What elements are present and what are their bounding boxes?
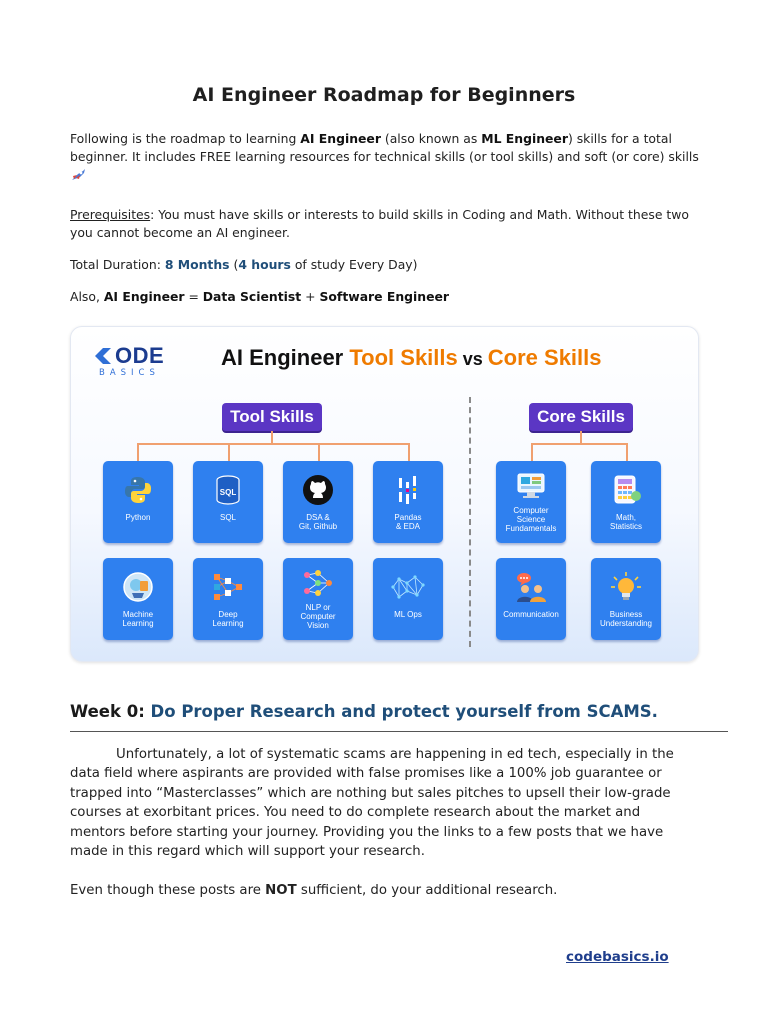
tile-label: Fundamentals (505, 524, 557, 533)
connector (531, 443, 627, 445)
intro-text: (also known as (380, 131, 482, 146)
machine-learning-icon (121, 570, 155, 604)
connector (271, 431, 273, 443)
neural-network-icon (211, 570, 245, 604)
intro-bold-ml-engineer: ML Engineer (481, 131, 568, 146)
week-0-heading (70, 702, 658, 721)
pandas-icon (391, 473, 425, 507)
paren: ( (229, 257, 239, 272)
tile-label: Learning (212, 619, 244, 628)
also-text: Also, (70, 289, 104, 304)
duration-months: 8 Months (164, 257, 230, 272)
skill-tile-cs-fundamentals (496, 461, 566, 543)
codebasics-link[interactable]: codebasics.io (566, 949, 669, 965)
python-icon (121, 473, 155, 507)
tile-label: NLP or (305, 603, 331, 612)
note-bold-not: NOT (265, 883, 297, 898)
tile-label: & EDA (395, 522, 420, 531)
svg-text:SQL: SQL (219, 488, 237, 497)
connector (408, 443, 410, 461)
core-skills-header: Core Skills (529, 403, 633, 431)
tile-label: Computer (300, 612, 336, 621)
title-vs: vs (457, 349, 488, 369)
github-icon (301, 473, 335, 507)
infographic-title (221, 345, 602, 371)
skills-infographic (70, 326, 699, 662)
tile-label: DSA & (306, 513, 330, 522)
skill-tile-mlops (373, 558, 443, 640)
skill-tile-python (103, 461, 173, 543)
colon: : (150, 207, 155, 222)
lightbulb-icon (609, 570, 643, 604)
connector (137, 443, 139, 461)
duration-suffix: of study Every Day) (290, 257, 418, 272)
tile-label: Math, (615, 513, 636, 522)
logo-subtext: BASICS (99, 368, 160, 378)
skill-tile-sql (193, 461, 263, 543)
eq-ai-engineer: AI Engineer (103, 289, 185, 304)
note-text: sufficient, do your additional research. (296, 883, 558, 898)
codebasics-logo (93, 343, 164, 378)
duration-hours: 4 hours (238, 257, 291, 272)
equation-line (70, 288, 700, 306)
intro-text: ) skills for a total (567, 131, 672, 146)
week-title: Do Proper Research and protect yourself from SCAMS. (150, 702, 658, 721)
connector (318, 443, 320, 461)
database-icon (211, 473, 245, 507)
title-core-skills: Core Skills (487, 345, 602, 370)
nlp-network-icon (301, 566, 335, 600)
tile-label: Git, Github (298, 522, 338, 531)
tool-skills-header: Tool Skills (222, 403, 322, 431)
rocket-icon (70, 167, 700, 188)
connector (580, 431, 582, 443)
tile-label: Deep (218, 610, 238, 619)
computer-icon (514, 469, 548, 503)
tile-label: SQL (219, 513, 236, 522)
logo-c-icon (93, 346, 113, 366)
paragraph-line: Unfortunately, a lot of systematic scams are happening in ed tech, especially in the (116, 747, 674, 762)
prerequisites-paragraph (70, 206, 700, 242)
intro-bold-ai-engineer: AI Engineer (300, 131, 381, 146)
skill-tile-communication (496, 558, 566, 640)
skill-tile-machine-learning (103, 558, 173, 640)
paragraph-line: trapped into “Masterclasses” which are nothing but sales pitches to upsell their low-grade (70, 785, 671, 801)
week-0-note (70, 881, 710, 900)
paragraph-line: data field where aspirants are provided with false promises like a 100% job guarantee or (70, 766, 662, 782)
eq-plus: + (301, 289, 320, 304)
eq-software-engineer: Software Engineer (319, 289, 450, 304)
skill-tile-dsa-git (283, 461, 353, 543)
duration-label: Total Duration: (70, 257, 165, 272)
tile-label: Vision (307, 621, 329, 630)
tile-label: ML Ops (394, 610, 422, 619)
prerequisites-text: You must have skills or interests to build skills in Coding and Math. Without these two (154, 207, 689, 222)
paragraph-line: made in this regard which will support your research. (70, 844, 425, 860)
skill-tile-math-stats (591, 461, 661, 543)
tile-label: Statistics (609, 522, 642, 531)
tile-label: Python (125, 513, 151, 522)
skill-tile-deep-learning (193, 558, 263, 640)
skill-tile-pandas (373, 461, 443, 543)
prerequisites-label: Prerequisites (70, 207, 151, 222)
note-text: Even though these posts are (70, 883, 266, 898)
week-label: Week 0: (70, 702, 151, 721)
tile-label: Business (609, 610, 643, 619)
calculator-icon (609, 473, 643, 507)
intro-text: Following is the roadmap to learning (70, 131, 301, 146)
paragraph-line: courses at exorbitant prices. You need to do complete research about the market and (70, 805, 641, 821)
communication-icon (514, 570, 548, 604)
intro-paragraph (70, 130, 700, 188)
skill-tile-business (591, 558, 661, 640)
heading-rule (70, 731, 728, 732)
divider (469, 397, 471, 647)
intro-text-line2: beginner. It includes FREE learning resources for technical skills (or tool skills) and soft (or core) skills (70, 149, 699, 164)
connector (228, 443, 230, 461)
tile-label: Computer (513, 506, 549, 515)
connector (137, 443, 409, 445)
tile-label: Communication (503, 610, 559, 619)
logo-text: ODE (115, 343, 165, 368)
eq-data-scientist: Data Scientist (202, 289, 302, 304)
tile-label: Understanding (599, 619, 653, 628)
title-part: AI Engineer (221, 345, 350, 370)
tile-label: Machine (122, 610, 154, 619)
skill-tile-nlp-cv (283, 558, 353, 640)
tile-label: Science (516, 515, 546, 524)
connector (531, 443, 533, 461)
tile-label: Pandas (394, 513, 422, 522)
page-title: AI Engineer Roadmap for Beginners (192, 84, 576, 106)
eq-equals: = (184, 289, 203, 304)
week-0-paragraph (70, 745, 710, 861)
prerequisites-text-line2: you cannot become an AI engineer. (70, 225, 290, 240)
title-tool-skills: Tool Skills (349, 345, 458, 370)
tile-label: Learning (122, 619, 154, 628)
mlops-icon (391, 570, 425, 604)
connector (626, 443, 628, 461)
duration-line (70, 256, 700, 274)
paragraph-line: mentors before starting your journey. Providing you the links to a few posts that we have (70, 824, 664, 840)
